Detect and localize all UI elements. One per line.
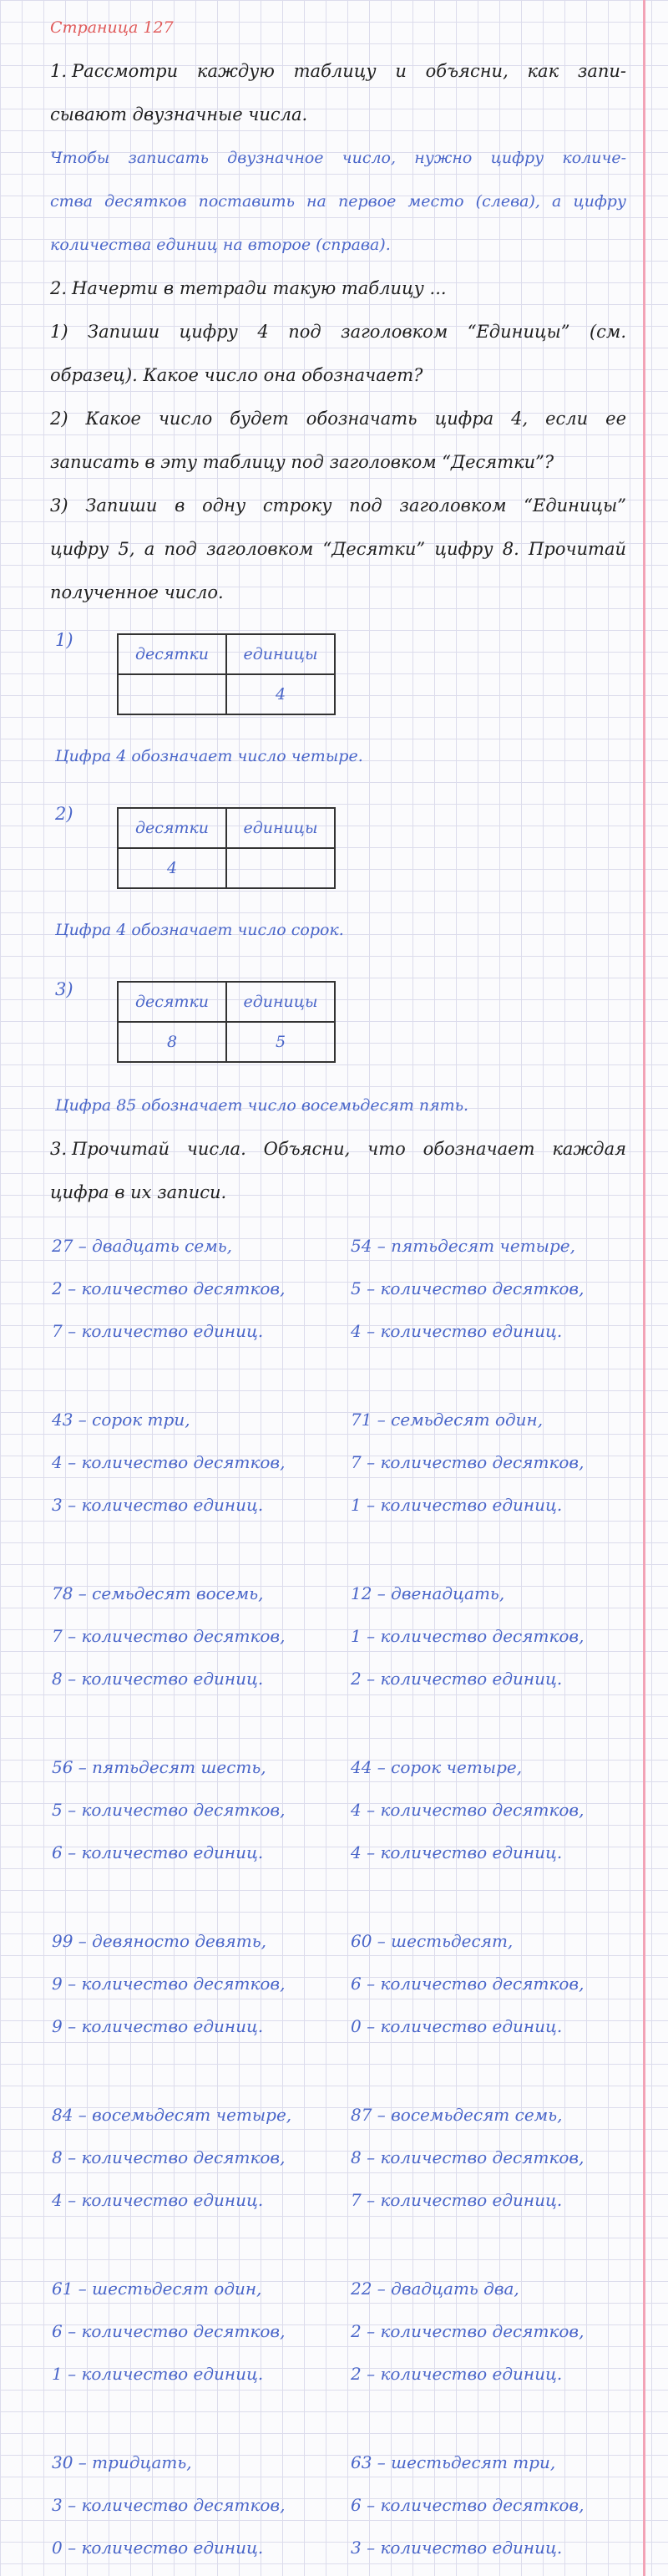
task2-sub3-line3: полученное число. bbox=[50, 582, 224, 602]
number-right-7 bbox=[351, 2268, 584, 2396]
task2-sub1-line2: образец). Какое число она обозначает? bbox=[50, 365, 423, 385]
task1-answer-line2: ства десятков поставить на первое место (слева), а цифру bbox=[50, 192, 626, 211]
tens-count: 5 – количество десятков, bbox=[351, 1278, 584, 1298]
number-right-6 bbox=[351, 2094, 584, 2222]
units-count: 2 – количество единиц. bbox=[351, 1669, 563, 1689]
units-count: 1 – количество единиц. bbox=[351, 1495, 563, 1515]
task3-text-line2: цифра в их записи. bbox=[50, 1182, 227, 1202]
units-count: 4 – количество единиц. bbox=[351, 1842, 563, 1862]
task2-sub2-line1: 2) Какое число будет обозначать цифра 4, если ее bbox=[50, 409, 626, 429]
table3-cell-tens: 8 bbox=[118, 1022, 226, 1062]
units-count: 3 – количество единиц. bbox=[351, 2538, 563, 2558]
tens-count: 9 – количество десятков, bbox=[52, 1974, 286, 1994]
number-name: 99 – девяносто девять, bbox=[52, 1931, 266, 1951]
tens-count: 1 – количество десятков, bbox=[351, 1626, 584, 1646]
tens-count: 5 – количество десятков, bbox=[52, 1800, 286, 1820]
task1-answer-line1: Чтобы записать двузначное число, нужно цифру количе- bbox=[50, 149, 626, 167]
table2-head-tens: десятки bbox=[118, 808, 226, 848]
place-value-table-2 bbox=[117, 807, 336, 889]
number-name: 60 – шестьдесят, bbox=[351, 1931, 514, 1951]
units-count: 7 – количество единиц. bbox=[52, 1321, 264, 1341]
tens-count: 4 – количество десятков, bbox=[52, 1452, 286, 1472]
units-count: 4 – количество единиц. bbox=[52, 2190, 264, 2210]
page-title: Страница 127 bbox=[50, 18, 174, 37]
table1-cell-tens bbox=[118, 674, 226, 714]
number-right-2 bbox=[351, 1399, 584, 1527]
task2-sub3-line2: цифру 5, а под заголовком “Десятки” цифру 8. Прочитай bbox=[50, 539, 626, 559]
task1-number: 1. bbox=[50, 61, 68, 81]
number-left-5 bbox=[52, 1920, 285, 2048]
number-left-3 bbox=[52, 1573, 285, 1700]
task2-text bbox=[50, 277, 447, 299]
place-value-table-3 bbox=[117, 981, 336, 1063]
table1-head-tens: десятки bbox=[118, 634, 226, 674]
place-value-table-1 bbox=[117, 633, 336, 715]
task2-sub2-line2: записать в эту таблицу под заголовком “Десятки”? bbox=[50, 452, 554, 472]
number-left-6 bbox=[52, 2094, 291, 2222]
task2-sub1-line1: 1) Запиши цифру 4 под заголовком “Единицы” (см. bbox=[50, 322, 626, 342]
tens-count: 8 – количество десятков, bbox=[52, 2147, 286, 2167]
units-count: 2 – количество единиц. bbox=[351, 2364, 563, 2384]
number-right-4 bbox=[351, 1746, 584, 1874]
table1-caption: Цифра 4 обозначает число четыре. bbox=[55, 747, 363, 765]
number-right-5 bbox=[351, 1920, 584, 2048]
number-name: 84 – восемьдесят четыре, bbox=[52, 2105, 292, 2125]
number-right-3 bbox=[351, 1573, 584, 1700]
units-count: 7 – количество единиц. bbox=[351, 2190, 563, 2210]
task2-sub3-line1: 3) Запиши в одну строку под заголовком “Единицы” bbox=[50, 495, 626, 516]
table3-head-units: единицы bbox=[226, 982, 335, 1022]
task1-answer-line3: количества единиц на второе (справа). bbox=[50, 236, 391, 254]
task3-text-line1 bbox=[50, 1138, 626, 1160]
number-name: 56 – пятьдесят шесть, bbox=[52, 1757, 266, 1777]
units-count: 0 – количество единиц. bbox=[351, 2016, 563, 2036]
table3-label: 3) bbox=[55, 979, 73, 999]
tens-count: 7 – количество десятков, bbox=[351, 1452, 584, 1472]
task3-number: 3. bbox=[50, 1139, 68, 1159]
task3-text: Прочитай числа. Объясни, что обозначает каждая bbox=[72, 1139, 626, 1159]
number-left-1 bbox=[52, 1225, 285, 1353]
task1-text-line2: сывают двузначные числа. bbox=[50, 104, 308, 124]
number-name: 43 – сорок три, bbox=[52, 1410, 190, 1430]
notebook-margin-line bbox=[643, 0, 645, 2576]
number-left-7 bbox=[52, 2268, 285, 2396]
table3-cell-units: 5 bbox=[226, 1022, 335, 1062]
units-count: 9 – количество единиц. bbox=[52, 2016, 264, 2036]
number-name: 30 – тридцать, bbox=[52, 2452, 192, 2472]
tens-count: 8 – количество десятков, bbox=[351, 2147, 584, 2167]
units-count: 6 – количество единиц. bbox=[52, 1842, 264, 1862]
table3-caption: Цифра 85 обозначает число восемьдесят пять. bbox=[55, 1096, 469, 1115]
task1-text-line1 bbox=[50, 60, 626, 82]
table1-head-units: единицы bbox=[226, 634, 335, 674]
number-name: 71 – семьдесят один, bbox=[351, 1410, 544, 1430]
table1-label: 1) bbox=[55, 630, 73, 650]
number-name: 63 – шестьдесят три, bbox=[351, 2452, 556, 2472]
number-name: 54 – пятьдесят четыре, bbox=[351, 1236, 575, 1256]
task1-text: Рассмотри каждую таблицу и объясни, как запи- bbox=[72, 61, 626, 81]
tens-count: 6 – количество десятков, bbox=[351, 2495, 584, 2515]
units-count: 3 – количество единиц. bbox=[52, 1495, 264, 1515]
number-left-8 bbox=[52, 2441, 285, 2569]
number-name: 22 – двадцать два, bbox=[351, 2279, 519, 2299]
table2-head-units: единицы bbox=[226, 808, 335, 848]
units-count: 0 – количество единиц. bbox=[52, 2538, 264, 2558]
number-right-1 bbox=[351, 1225, 584, 1353]
number-left-2 bbox=[52, 1399, 285, 1527]
table3-head-tens: десятки bbox=[118, 982, 226, 1022]
number-right-8 bbox=[351, 2441, 584, 2569]
tens-count: 7 – количество десятков, bbox=[52, 1626, 286, 1646]
table2-label: 2) bbox=[55, 804, 73, 824]
number-name: 12 – двенадцать, bbox=[351, 1583, 505, 1603]
table2-cell-units bbox=[226, 848, 335, 888]
tens-count: 6 – количество десятков, bbox=[351, 1974, 584, 1994]
tens-count: 4 – количество десятков, bbox=[351, 1800, 584, 1820]
table1-cell-units: 4 bbox=[226, 674, 335, 714]
task2-heading: Начерти в тетради такую таблицу ... bbox=[72, 278, 447, 298]
number-name: 27 – двадцать семь, bbox=[52, 1236, 233, 1256]
task2-number: 2. bbox=[50, 278, 68, 298]
tens-count: 2 – количество десятков, bbox=[351, 2321, 584, 2341]
tens-count: 6 – количество десятков, bbox=[52, 2321, 286, 2341]
number-name: 61 – шестьдесят один, bbox=[52, 2279, 262, 2299]
table2-caption: Цифра 4 обозначает число сорок. bbox=[55, 921, 344, 939]
number-name: 87 – восемьдесят семь, bbox=[351, 2105, 563, 2125]
table2-cell-tens: 4 bbox=[118, 848, 226, 888]
units-count: 8 – количество единиц. bbox=[52, 1669, 264, 1689]
number-left-4 bbox=[52, 1746, 285, 1874]
tens-count: 3 – количество десятков, bbox=[52, 2495, 286, 2515]
tens-count: 2 – количество десятков, bbox=[52, 1278, 286, 1298]
number-name: 44 – сорок четыре, bbox=[351, 1757, 523, 1777]
units-count: 4 – количество единиц. bbox=[351, 1321, 563, 1341]
units-count: 1 – количество единиц. bbox=[52, 2364, 264, 2384]
number-name: 78 – семьдесят восемь, bbox=[52, 1583, 264, 1603]
